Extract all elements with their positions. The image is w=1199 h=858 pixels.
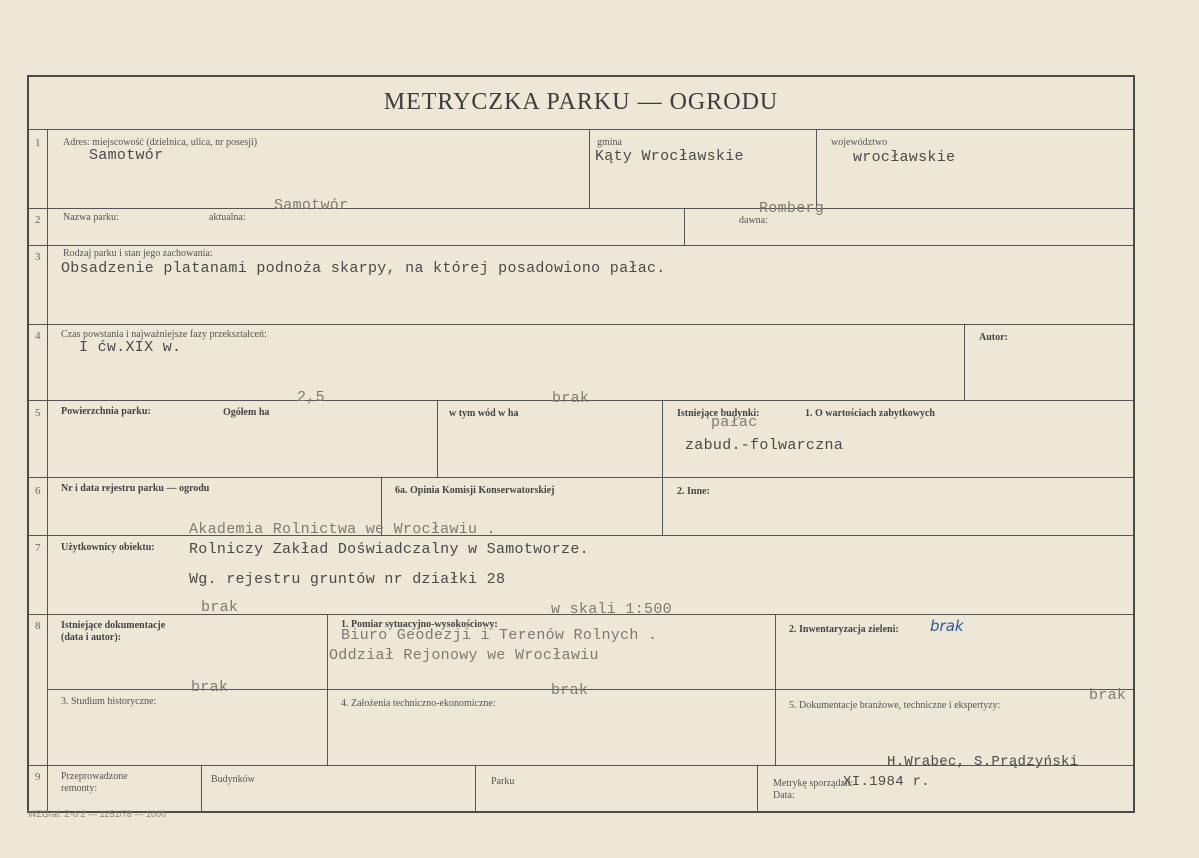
tech-econ-value: brak	[551, 682, 589, 699]
repairs-label: Przeprowadzone	[61, 771, 128, 782]
row-number: 1	[35, 137, 41, 149]
gmina-value: Kąty Wrocławskie	[595, 148, 744, 165]
users-line: Akademia Rolnictwa we Wrocławiu .	[189, 521, 496, 538]
record-date-label: Data:	[773, 790, 795, 801]
print-footer: WZGraf. Z-d 2 — 1251/78 — 1000	[28, 809, 167, 819]
register-label: Nr i data rejestru parku — ogrodu	[61, 483, 210, 494]
users-line: Rolniczy Zakład Doświadczalny w Samotworze.	[189, 541, 589, 558]
users-line: Wg. rejestru gruntów nr działki 28	[189, 571, 506, 588]
park-repairs-label: Parku	[491, 776, 515, 787]
record-authors-value: H.Wrabec, S.Prądzyński	[887, 754, 1079, 770]
cell-divider	[475, 765, 476, 813]
address-value: Samotwór	[89, 147, 164, 164]
green-inventory-value: brak	[930, 617, 964, 635]
park-type-label: Rodzaj parku i stan jego zachowania:	[63, 248, 213, 259]
cell-divider	[437, 400, 438, 477]
monument-buildings-label: 1. O wartościach zabytkowych	[805, 408, 935, 419]
park-name-label: Nazwa parku:	[63, 212, 119, 223]
cell-divider	[816, 129, 817, 208]
commission-opinion-label: 6a. Opinia Komisji Konserwatorskiej	[395, 485, 555, 496]
current-name-label: aktualna:	[209, 212, 246, 223]
park-type-value: Obsadzenie platanami podnoża skarpy, na której posadowiono pałac.	[61, 260, 666, 277]
card-title: METRYCZKA PARKU — OGRODU	[383, 89, 779, 115]
row-number: 2	[35, 214, 41, 226]
water-area-label: w tym wód w ha	[449, 408, 519, 419]
branch-docs-label: 5. Dokumentacje branżowe, techniczne i ekspertyzy:	[789, 700, 1001, 711]
row-divider	[29, 208, 1133, 209]
existing-docs-label: (data i autor):	[61, 632, 121, 643]
row-number: 3	[35, 251, 41, 263]
creation-time-label: Czas powstania i najważniejsze fazy przekształceń:	[61, 329, 267, 340]
row-number: 8	[35, 620, 41, 632]
buildings-repairs-label: Budynków	[211, 774, 255, 785]
park-record-card	[27, 75, 1135, 813]
row-number: 7	[35, 542, 41, 554]
existing-docs-label: Istniejące dokumentacje	[61, 620, 166, 631]
existing-buildings-label: Istniejące budynki:	[677, 408, 760, 419]
row-number: 4	[35, 330, 41, 342]
cell-divider	[589, 129, 590, 208]
survey-scale: w skali 1:500	[551, 601, 672, 618]
voivodeship-value: wrocławskie	[853, 149, 956, 166]
cell-divider	[662, 400, 663, 535]
former-name-label: dawna:	[739, 215, 768, 226]
creation-time-value: I ćw.XIX w.	[79, 339, 182, 356]
survey-label: 1. Pomiar sytuacyjno-wysokościowy:	[341, 619, 498, 630]
row-number: 6	[35, 485, 41, 497]
existing-docs-value: brak	[201, 599, 239, 616]
record-date-value: XI.1984 r.	[843, 774, 931, 790]
row-divider	[29, 324, 1133, 325]
survey-value: Oddział Rejonowy we Wrocławiu	[329, 647, 599, 664]
row-divider	[29, 129, 1133, 130]
author-label: Autor:	[979, 332, 1008, 343]
total-area-value: 2,5	[297, 389, 325, 406]
water-area-value: brak	[552, 390, 590, 407]
branch-docs-value: brak	[1089, 687, 1127, 704]
cell-divider	[201, 765, 202, 813]
cell-divider	[775, 614, 776, 765]
other-buildings-label: 2. Inne:	[677, 486, 710, 497]
former-name-value: Romberg	[759, 200, 825, 217]
row-divider	[29, 477, 1133, 478]
cell-divider	[964, 324, 965, 400]
row-number: 9	[35, 771, 41, 783]
historical-study-value: brak	[191, 679, 229, 696]
park-area-label: Powierzchnia parku:	[61, 406, 151, 417]
row-divider	[29, 245, 1133, 246]
monument-building-value: zabud.-folwarczna	[685, 437, 844, 454]
address-label: Adres: miejscowość (dzielnica, ulica, nr posesji)	[63, 137, 258, 148]
row-number: 5	[35, 407, 41, 419]
tech-econ-label: 4. Założenia techniczno-ekonomiczne:	[341, 698, 496, 709]
cell-divider	[684, 208, 685, 245]
total-area-label: Ogółem ha	[223, 407, 270, 418]
number-column-divider	[47, 129, 48, 813]
record-author-label: Metrykę sporządził:	[773, 778, 854, 789]
voivodeship-label: województwo	[831, 137, 888, 148]
monument-building-value: pałac	[711, 414, 758, 431]
historical-study-label: 3. Studium historyczne:	[61, 696, 157, 707]
survey-value: Biuro Geodezji i Terenów Rolnych .	[341, 627, 658, 644]
cell-divider	[757, 765, 758, 813]
gmina-label: gmina	[597, 137, 622, 148]
cell-divider	[327, 614, 328, 765]
green-inventory-label: 2. Inwentaryzacja zieleni:	[789, 624, 899, 635]
repairs-label: remonty:	[61, 783, 98, 794]
users-label: Użytkownicy obiektu:	[61, 542, 155, 553]
current-name-value: Samotwór	[274, 197, 349, 214]
